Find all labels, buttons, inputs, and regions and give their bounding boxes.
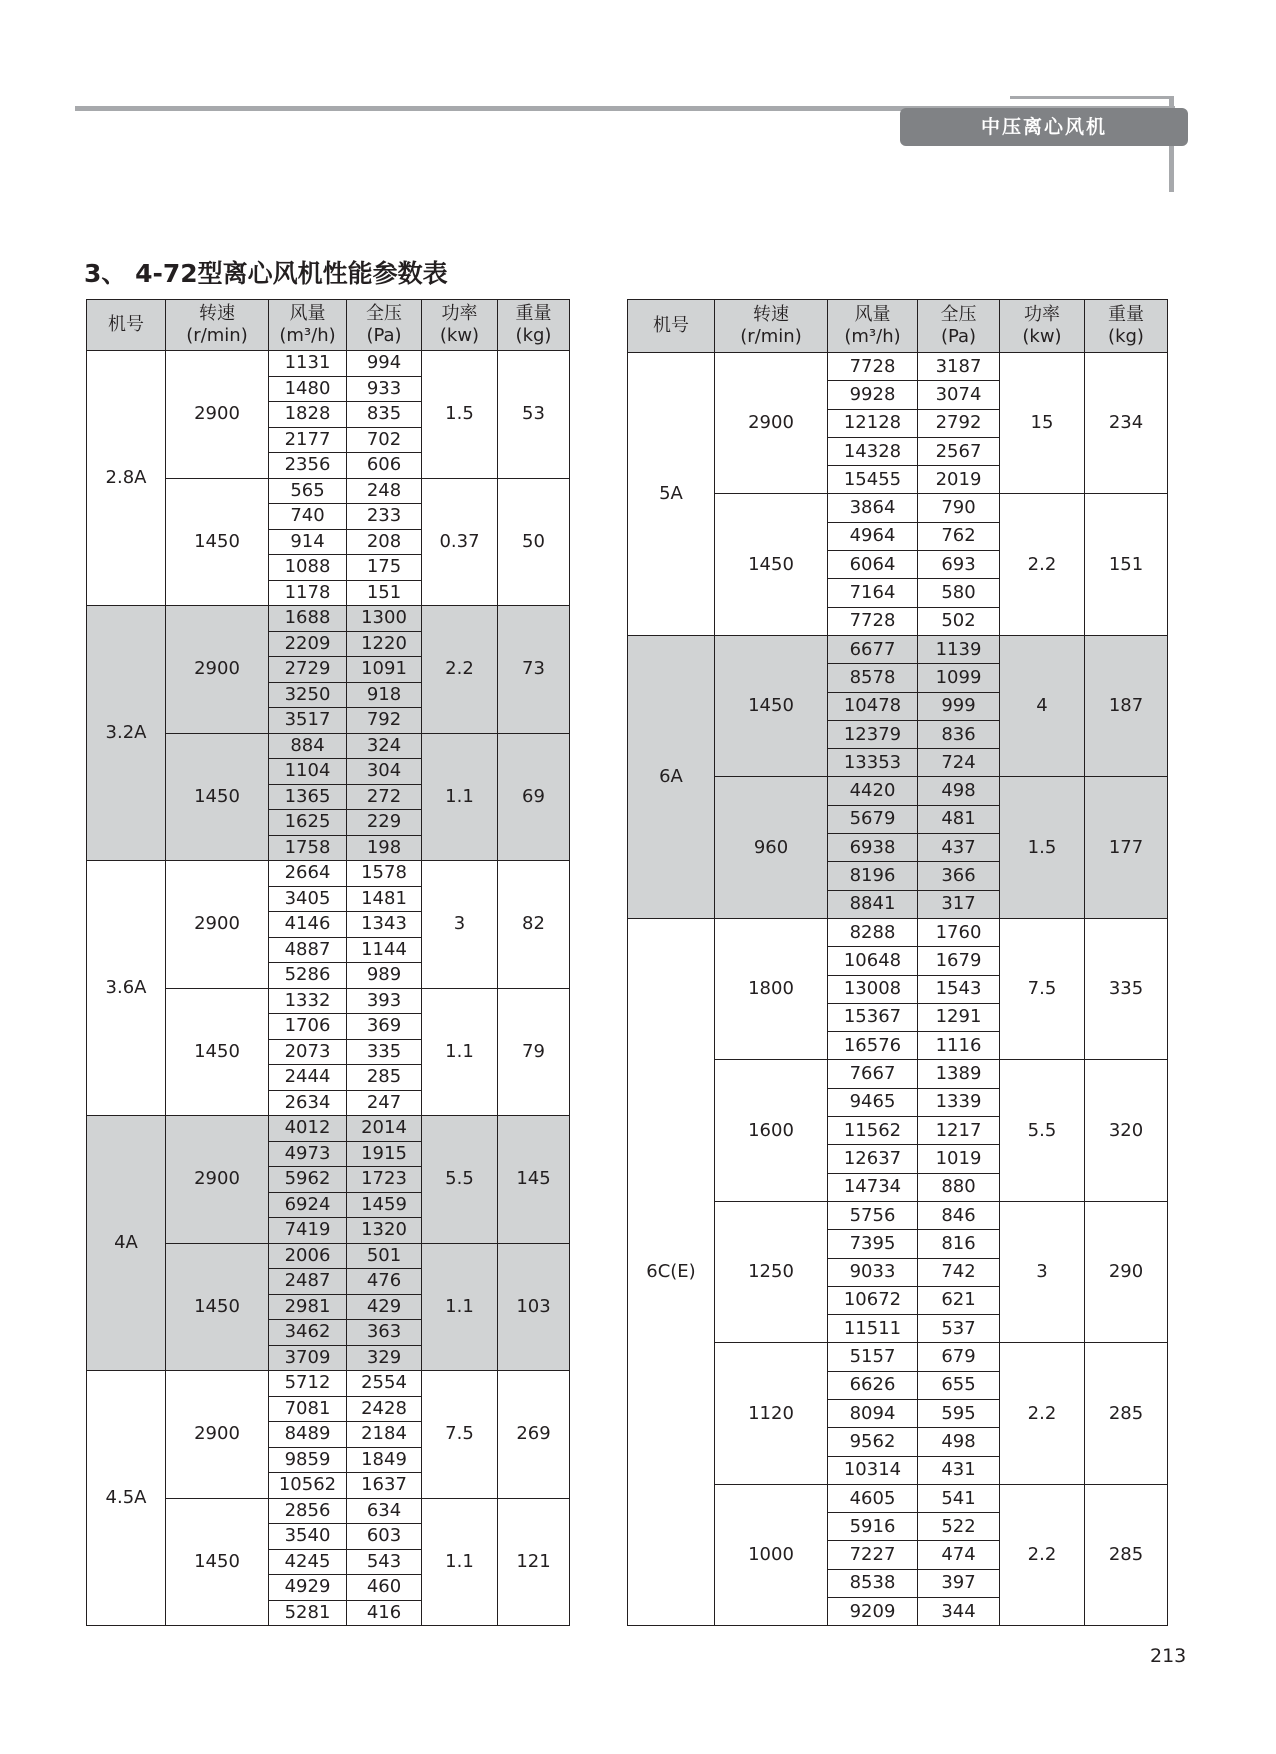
header-speed: 转速 (r/min) [166, 300, 269, 351]
flow-cell: 9859 [269, 1447, 347, 1473]
pressure-cell: 363 [347, 1320, 422, 1346]
flow-cell: 5756 [828, 1201, 918, 1229]
pressure-cell: 742 [918, 1258, 1000, 1286]
pressure-cell: 151 [347, 580, 422, 606]
flow-cell: 1178 [269, 580, 347, 606]
pressure-cell: 1459 [347, 1192, 422, 1218]
pressure-cell: 1320 [347, 1218, 422, 1244]
pressure-cell: 285 [347, 1065, 422, 1091]
flow-cell: 3405 [269, 886, 347, 912]
weight-cell: 53 [498, 351, 570, 479]
pressure-cell: 233 [347, 504, 422, 530]
speed-cell: 2900 [166, 861, 269, 989]
table-row [87, 606, 570, 632]
flow-cell: 2981 [269, 1294, 347, 1320]
pressure-cell: 2014 [347, 1116, 422, 1142]
model-cell: 2.8A [87, 351, 166, 606]
header-pressure: 全压 (Pa) [918, 300, 1000, 353]
pressure-cell: 693 [918, 551, 1000, 579]
pressure-cell: 1915 [347, 1141, 422, 1167]
pressure-cell: 994 [347, 351, 422, 377]
pressure-cell: 836 [918, 720, 1000, 748]
pressure-cell: 1139 [918, 635, 1000, 663]
flow-cell: 2356 [269, 453, 347, 479]
flow-cell: 2664 [269, 861, 347, 887]
power-cell: 2.2 [1000, 1343, 1085, 1484]
flow-cell: 9928 [828, 381, 918, 409]
pressure-cell: 272 [347, 784, 422, 810]
flow-cell: 3462 [269, 1320, 347, 1346]
pressure-cell: 989 [347, 963, 422, 989]
weight-cell: 82 [498, 861, 570, 989]
flow-cell: 3250 [269, 682, 347, 708]
flow-cell: 10648 [828, 947, 918, 975]
flow-cell: 9562 [828, 1428, 918, 1456]
header-speed: 转速 (r/min) [715, 300, 828, 353]
flow-cell: 5281 [269, 1600, 347, 1626]
flow-cell: 8841 [828, 890, 918, 918]
table-header-row [87, 300, 570, 351]
pressure-cell: 344 [918, 1598, 1000, 1626]
pressure-cell: 580 [918, 579, 1000, 607]
weight-cell: 269 [498, 1371, 570, 1499]
speed-cell: 2900 [166, 351, 269, 479]
pressure-cell: 621 [918, 1286, 1000, 1314]
flow-cell: 14734 [828, 1173, 918, 1201]
flow-cell: 13353 [828, 749, 918, 777]
page-number: 213 [1150, 1645, 1187, 1667]
flow-cell: 4245 [269, 1549, 347, 1575]
flow-cell: 4605 [828, 1484, 918, 1512]
flow-cell: 4964 [828, 522, 918, 550]
flow-cell: 11511 [828, 1315, 918, 1343]
flow-cell: 7081 [269, 1396, 347, 1422]
flow-cell: 2729 [269, 657, 347, 683]
pressure-cell: 1291 [918, 1003, 1000, 1031]
flow-cell: 2856 [269, 1498, 347, 1524]
pressure-cell: 1849 [347, 1447, 422, 1473]
weight-cell: 69 [498, 733, 570, 861]
model-cell: 4.5A [87, 1371, 166, 1626]
pressure-cell: 790 [918, 494, 1000, 522]
flow-cell: 7164 [828, 579, 918, 607]
weight-cell: 145 [498, 1116, 570, 1244]
speed-cell: 2900 [166, 606, 269, 734]
flow-cell: 2177 [269, 427, 347, 453]
pressure-cell: 933 [347, 376, 422, 402]
flow-cell: 12379 [828, 720, 918, 748]
flow-cell: 4012 [269, 1116, 347, 1142]
table-row [628, 918, 1168, 946]
header-flow: 风量 (m³/h) [269, 300, 347, 351]
speed-cell: 1000 [715, 1484, 828, 1625]
weight-cell: 103 [498, 1243, 570, 1371]
pressure-cell: 918 [347, 682, 422, 708]
flow-cell: 2634 [269, 1090, 347, 1116]
table-header-row [628, 300, 1168, 353]
flow-cell: 10672 [828, 1286, 918, 1314]
flow-cell: 5679 [828, 805, 918, 833]
flow-cell: 1828 [269, 402, 347, 428]
pressure-cell: 498 [918, 1428, 1000, 1456]
speed-cell: 1120 [715, 1343, 828, 1484]
flow-cell: 3517 [269, 708, 347, 734]
pressure-cell: 393 [347, 988, 422, 1014]
pressure-cell: 397 [918, 1569, 1000, 1597]
flow-cell: 13008 [828, 975, 918, 1003]
header-rule-corner [1010, 96, 1174, 99]
power-cell: 7.5 [422, 1371, 498, 1499]
flow-cell: 5712 [269, 1371, 347, 1397]
pressure-cell: 429 [347, 1294, 422, 1320]
flow-cell: 1758 [269, 835, 347, 861]
flow-cell: 9033 [828, 1258, 918, 1286]
flow-cell: 4146 [269, 912, 347, 938]
pressure-cell: 816 [918, 1230, 1000, 1258]
pressure-cell: 317 [918, 890, 1000, 918]
flow-cell: 1104 [269, 759, 347, 785]
flow-cell: 12637 [828, 1145, 918, 1173]
flow-cell: 8538 [828, 1569, 918, 1597]
header-pressure: 全压 (Pa) [347, 300, 422, 351]
pressure-cell: 880 [918, 1173, 1000, 1201]
flow-cell: 7395 [828, 1230, 918, 1258]
pressure-cell: 1300 [347, 606, 422, 632]
pressure-cell: 634 [347, 1498, 422, 1524]
power-cell: 4 [1000, 635, 1085, 776]
weight-cell: 285 [1085, 1484, 1168, 1625]
pressure-cell: 1339 [918, 1088, 1000, 1116]
flow-cell: 11562 [828, 1117, 918, 1145]
speed-cell: 1450 [166, 733, 269, 861]
pressure-cell: 481 [918, 805, 1000, 833]
pressure-cell: 198 [347, 835, 422, 861]
flow-cell: 14328 [828, 437, 918, 465]
pressure-cell: 724 [918, 749, 1000, 777]
flow-cell: 12128 [828, 409, 918, 437]
header-model: 机号 [87, 300, 166, 351]
pressure-cell: 3187 [918, 353, 1000, 381]
pressure-cell: 476 [347, 1269, 422, 1295]
pressure-cell: 792 [347, 708, 422, 734]
header-model: 机号 [628, 300, 715, 353]
pressure-cell: 324 [347, 733, 422, 759]
flow-cell: 5962 [269, 1167, 347, 1193]
table-row [628, 635, 1168, 663]
pressure-cell: 474 [918, 1541, 1000, 1569]
pressure-cell: 1116 [918, 1032, 1000, 1060]
flow-cell: 8578 [828, 664, 918, 692]
header-weight: 重量 (kg) [498, 300, 570, 351]
pressure-cell: 248 [347, 478, 422, 504]
pressure-cell: 702 [347, 427, 422, 453]
pressure-cell: 595 [918, 1399, 1000, 1427]
flow-cell: 6938 [828, 834, 918, 862]
flow-cell: 10562 [269, 1473, 347, 1499]
flow-cell: 8489 [269, 1422, 347, 1448]
pressure-cell: 543 [347, 1549, 422, 1575]
pressure-cell: 2792 [918, 409, 1000, 437]
speed-cell: 1450 [715, 494, 828, 635]
pressure-cell: 1217 [918, 1117, 1000, 1145]
flow-cell: 4929 [269, 1575, 347, 1601]
pressure-cell: 247 [347, 1090, 422, 1116]
speed-cell: 1450 [715, 635, 828, 776]
power-cell: 2.2 [422, 606, 498, 734]
flow-cell: 9209 [828, 1598, 918, 1626]
power-cell: 1.1 [422, 988, 498, 1116]
flow-cell: 7419 [269, 1218, 347, 1244]
pressure-cell: 762 [918, 522, 1000, 550]
flow-cell: 4420 [828, 777, 918, 805]
speed-cell: 2900 [715, 353, 828, 494]
weight-cell: 177 [1085, 777, 1168, 918]
flow-cell: 16576 [828, 1032, 918, 1060]
weight-cell: 285 [1085, 1343, 1168, 1484]
speed-cell: 2900 [166, 1116, 269, 1244]
power-cell: 1.1 [422, 1498, 498, 1626]
power-cell: 2.2 [1000, 494, 1085, 635]
flow-cell: 914 [269, 529, 347, 555]
pressure-cell: 999 [918, 692, 1000, 720]
weight-cell: 50 [498, 478, 570, 606]
power-cell: 15 [1000, 353, 1085, 494]
pressure-cell: 431 [918, 1456, 1000, 1484]
pressure-cell: 1343 [347, 912, 422, 938]
header-flow: 风量 (m³/h) [828, 300, 918, 353]
weight-cell: 290 [1085, 1201, 1168, 1342]
weight-cell: 187 [1085, 635, 1168, 776]
flow-cell: 5286 [269, 963, 347, 989]
flow-cell: 2006 [269, 1243, 347, 1269]
pressure-cell: 522 [918, 1513, 1000, 1541]
power-cell: 1.1 [422, 1243, 498, 1371]
power-cell: 5.5 [422, 1116, 498, 1244]
flow-cell: 1688 [269, 606, 347, 632]
flow-cell: 8094 [828, 1399, 918, 1427]
speed-cell: 2900 [166, 1371, 269, 1499]
performance-table-left [86, 299, 570, 1626]
flow-cell: 740 [269, 504, 347, 530]
flow-cell: 3864 [828, 494, 918, 522]
power-cell: 0.37 [422, 478, 498, 606]
flow-cell: 6677 [828, 635, 918, 663]
table-row [628, 353, 1168, 381]
table-row [87, 861, 570, 887]
power-cell: 1.5 [1000, 777, 1085, 918]
flow-cell: 9465 [828, 1088, 918, 1116]
speed-cell: 1450 [166, 1243, 269, 1371]
pressure-cell: 1099 [918, 664, 1000, 692]
pressure-cell: 416 [347, 1600, 422, 1626]
weight-cell: 151 [1085, 494, 1168, 635]
flow-cell: 8196 [828, 862, 918, 890]
model-cell: 6A [628, 635, 715, 918]
weight-cell: 234 [1085, 353, 1168, 494]
model-cell: 4A [87, 1116, 166, 1371]
flow-cell: 2073 [269, 1039, 347, 1065]
power-cell: 3 [422, 861, 498, 989]
speed-cell: 1600 [715, 1060, 828, 1201]
pressure-cell: 2428 [347, 1396, 422, 1422]
flow-cell: 15455 [828, 466, 918, 494]
table-body-left [87, 351, 570, 1626]
pressure-cell: 460 [347, 1575, 422, 1601]
pressure-cell: 1760 [918, 918, 1000, 946]
flow-cell: 6626 [828, 1371, 918, 1399]
pressure-cell: 501 [347, 1243, 422, 1269]
flow-cell: 3540 [269, 1524, 347, 1550]
flow-cell: 6924 [269, 1192, 347, 1218]
power-cell: 5.5 [1000, 1060, 1085, 1201]
table-body-right [628, 353, 1168, 1626]
flow-cell: 7667 [828, 1060, 918, 1088]
section-badge: 中压离心风机 [900, 108, 1188, 146]
pressure-cell: 1543 [918, 975, 1000, 1003]
pressure-cell: 366 [918, 862, 1000, 890]
pressure-cell: 1144 [347, 937, 422, 963]
table-row [87, 1371, 570, 1397]
model-cell: 5A [628, 353, 715, 636]
weight-cell: 79 [498, 988, 570, 1116]
table-row [87, 351, 570, 377]
pressure-cell: 1637 [347, 1473, 422, 1499]
pressure-cell: 208 [347, 529, 422, 555]
pressure-cell: 1679 [918, 947, 1000, 975]
pressure-cell: 437 [918, 834, 1000, 862]
flow-cell: 6064 [828, 551, 918, 579]
pressure-cell: 541 [918, 1484, 1000, 1512]
power-cell: 2.2 [1000, 1484, 1085, 1625]
speed-cell: 1250 [715, 1201, 828, 1342]
pressure-cell: 1578 [347, 861, 422, 887]
pressure-cell: 2554 [347, 1371, 422, 1397]
flow-cell: 2444 [269, 1065, 347, 1091]
flow-cell: 3709 [269, 1345, 347, 1371]
pressure-cell: 1389 [918, 1060, 1000, 1088]
flow-cell: 4887 [269, 937, 347, 963]
flow-cell: 5157 [828, 1343, 918, 1371]
flow-cell: 1365 [269, 784, 347, 810]
pressure-cell: 498 [918, 777, 1000, 805]
pressure-cell: 537 [918, 1315, 1000, 1343]
pressure-cell: 655 [918, 1371, 1000, 1399]
pressure-cell: 502 [918, 607, 1000, 635]
page-title: 3、 4-72型离心风机性能参数表 [84, 259, 448, 288]
power-cell: 1.5 [422, 351, 498, 479]
pressure-cell: 175 [347, 555, 422, 581]
header-power: 功率 (kw) [1000, 300, 1085, 353]
flow-cell: 5916 [828, 1513, 918, 1541]
pressure-cell: 369 [347, 1014, 422, 1040]
performance-table-right [627, 299, 1168, 1626]
pressure-cell: 846 [918, 1201, 1000, 1229]
pressure-cell: 304 [347, 759, 422, 785]
header-power: 功率 (kw) [422, 300, 498, 351]
pressure-cell: 1481 [347, 886, 422, 912]
power-cell: 1.1 [422, 733, 498, 861]
flow-cell: 1332 [269, 988, 347, 1014]
pressure-cell: 1723 [347, 1167, 422, 1193]
flow-cell: 4973 [269, 1141, 347, 1167]
weight-cell: 73 [498, 606, 570, 734]
header-weight: 重量 (kg) [1085, 300, 1168, 353]
pressure-cell: 606 [347, 453, 422, 479]
pressure-cell: 3074 [918, 381, 1000, 409]
pressure-cell: 2019 [918, 466, 1000, 494]
pressure-cell: 2184 [347, 1422, 422, 1448]
pressure-cell: 329 [347, 1345, 422, 1371]
flow-cell: 884 [269, 733, 347, 759]
pressure-cell: 1019 [918, 1145, 1000, 1173]
flow-cell: 7728 [828, 607, 918, 635]
model-cell: 6C(E) [628, 918, 715, 1625]
flow-cell: 15367 [828, 1003, 918, 1031]
flow-cell: 1625 [269, 810, 347, 836]
flow-cell: 1706 [269, 1014, 347, 1040]
power-cell: 7.5 [1000, 918, 1085, 1059]
flow-cell: 565 [269, 478, 347, 504]
flow-cell: 7728 [828, 353, 918, 381]
flow-cell: 7227 [828, 1541, 918, 1569]
model-cell: 3.2A [87, 606, 166, 861]
flow-cell: 1088 [269, 555, 347, 581]
pressure-cell: 2567 [918, 437, 1000, 465]
speed-cell: 1450 [166, 478, 269, 606]
model-cell: 3.6A [87, 861, 166, 1116]
flow-cell: 10314 [828, 1456, 918, 1484]
weight-cell: 335 [1085, 918, 1168, 1059]
power-cell: 3 [1000, 1201, 1085, 1342]
flow-cell: 1480 [269, 376, 347, 402]
flow-cell: 1131 [269, 351, 347, 377]
pressure-cell: 603 [347, 1524, 422, 1550]
pressure-cell: 229 [347, 810, 422, 836]
pressure-cell: 835 [347, 402, 422, 428]
pressure-cell: 1091 [347, 657, 422, 683]
flow-cell: 8288 [828, 918, 918, 946]
speed-cell: 1450 [166, 1498, 269, 1626]
table-row [87, 1116, 570, 1142]
pressure-cell: 335 [347, 1039, 422, 1065]
speed-cell: 1800 [715, 918, 828, 1059]
flow-cell: 2487 [269, 1269, 347, 1295]
speed-cell: 960 [715, 777, 828, 918]
flow-cell: 10478 [828, 692, 918, 720]
pressure-cell: 679 [918, 1343, 1000, 1371]
weight-cell: 121 [498, 1498, 570, 1626]
pressure-cell: 1220 [347, 631, 422, 657]
speed-cell: 1450 [166, 988, 269, 1116]
weight-cell: 320 [1085, 1060, 1168, 1201]
flow-cell: 2209 [269, 631, 347, 657]
